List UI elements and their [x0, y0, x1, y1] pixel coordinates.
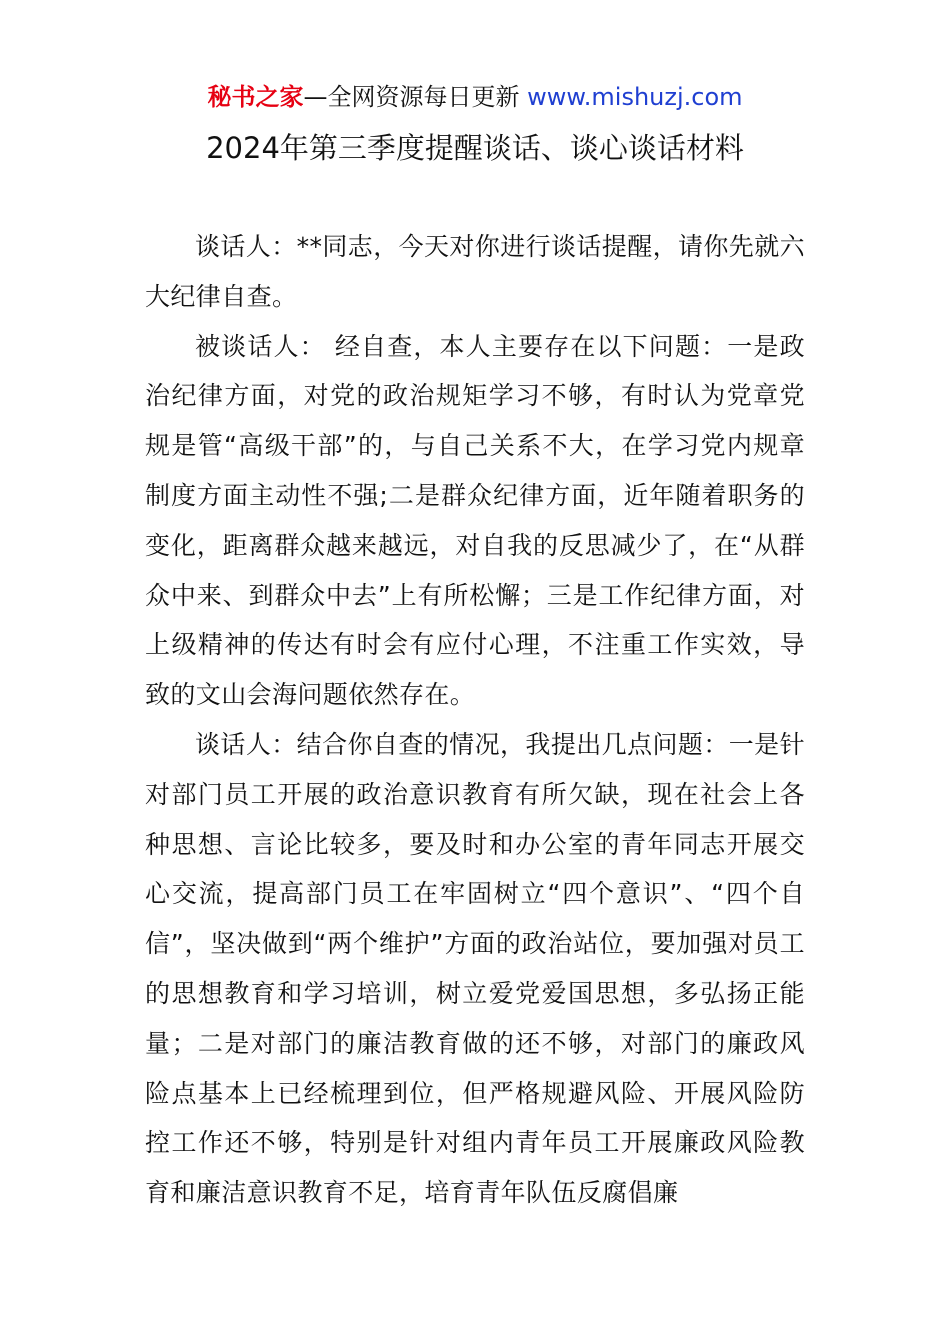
site-url-link[interactable]: www.mishuzj.com [527, 83, 743, 111]
paragraph-2: 被谈话人： 经自查，本人主要存在以下问题：一是政治纪律方面，对党的政治规矩学习不够，有时认为党章党规是管“高级干部”的，与自己关系不大，在学习党内规章制度方面主动性不强;二是群众纪律方面，近年随着职务的变化，距离群众越来越远，对自我的反思减少了，在“从群众中来、到群众中去”上有所松懈；三是工作纪律方面，对上级精神的传达有时会有应付心理，不注重工作实效，导致的文山会海问题依然存在。 [145, 331, 805, 710]
site-tagline: —全网资源每日更新 [303, 83, 528, 111]
document-body [145, 222, 805, 1218]
document-title: 2024年第三季度提醒谈话、谈心谈话材料 [206, 131, 744, 165]
paragraph-3: 谈话人：结合你自查的情况，我提出几点问题：一是针对部门员工开展的政治意识教育有所欠缺，现在社会上各种思想、言论比较多，要及时和办公室的青年同志开展交心交流，提高部门员工在牢固树立“四个意识”、“四个自信”，坚决做到“两个维护”方面的政治站位，要加强对员工的思想教育和学习培训，树立爱党爱国思想，多弘扬正能量；二是对部门的廉洁教育做的还不够，对部门的廉政风险点基本上已经梳理到位，但严格规避风险、开展风险防控工作还不够，特别是针对组内青年员工开展廉政风险教育和廉洁意识教育不足，培育青年队伍反腐倡廉 [145, 729, 805, 1208]
site-header [0, 80, 950, 114]
paragraph-1: 谈话人：**同志，今天对你进行谈话提醒，请你先就六大纪律自查。 [145, 232, 806, 311]
site-brand: 秘书之家 [207, 83, 304, 111]
